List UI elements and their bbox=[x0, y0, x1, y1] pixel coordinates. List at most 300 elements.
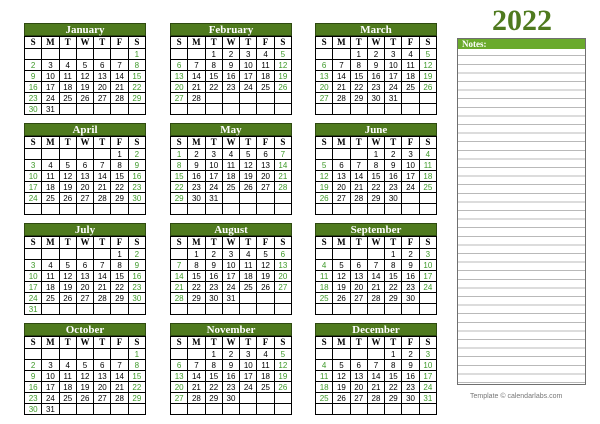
week-row bbox=[171, 349, 292, 360]
day-cell: 29 bbox=[205, 393, 222, 404]
day-cell bbox=[205, 404, 222, 415]
day-cell: 10 bbox=[42, 371, 59, 382]
day-cell: 28 bbox=[350, 193, 367, 204]
day-cell: 5 bbox=[76, 360, 93, 371]
day-cell bbox=[94, 349, 111, 360]
day-cell bbox=[171, 104, 188, 115]
day-cell: 27 bbox=[316, 93, 333, 104]
day-cell: 24 bbox=[42, 393, 59, 404]
day-cell: 26 bbox=[333, 393, 350, 404]
day-cell: 12 bbox=[333, 271, 350, 282]
day-cell: 21 bbox=[188, 82, 205, 93]
weekday-header-row bbox=[25, 137, 146, 149]
day-cell: 21 bbox=[94, 282, 111, 293]
day-cell: 13 bbox=[94, 371, 111, 382]
day-cell: 11 bbox=[316, 371, 333, 382]
day-cell: 7 bbox=[188, 360, 205, 371]
week-row bbox=[316, 82, 437, 93]
weekday-label: W bbox=[222, 37, 239, 49]
day-cell: 21 bbox=[274, 171, 291, 182]
week-row bbox=[25, 204, 146, 215]
day-cell: 2 bbox=[188, 149, 205, 160]
week-row bbox=[25, 93, 146, 104]
day-cell: 22 bbox=[128, 382, 145, 393]
week-row bbox=[316, 249, 437, 260]
day-cell: 14 bbox=[333, 71, 350, 82]
day-cell: 31 bbox=[25, 304, 42, 315]
day-cell: 28 bbox=[188, 93, 205, 104]
day-cell: 21 bbox=[94, 182, 111, 193]
weekday-label: F bbox=[402, 237, 419, 249]
week-row bbox=[25, 71, 146, 82]
day-cell: 16 bbox=[128, 271, 145, 282]
day-cell: 13 bbox=[274, 260, 291, 271]
day-cell: 2 bbox=[25, 360, 42, 371]
day-cell bbox=[59, 149, 76, 160]
day-cell: 27 bbox=[171, 393, 188, 404]
day-cell: 30 bbox=[128, 193, 145, 204]
weekday-label: F bbox=[257, 337, 274, 349]
month-title: May bbox=[170, 123, 292, 136]
weekday-label: F bbox=[111, 337, 128, 349]
day-cell: 3 bbox=[419, 249, 436, 260]
day-cell: 8 bbox=[205, 60, 222, 71]
weekday-label: M bbox=[42, 137, 59, 149]
weekday-header-row bbox=[25, 337, 146, 349]
weekday-label: T bbox=[385, 237, 402, 249]
day-cell: 3 bbox=[419, 349, 436, 360]
day-cell bbox=[316, 249, 333, 260]
week-row bbox=[171, 193, 292, 204]
day-cell: 19 bbox=[59, 282, 76, 293]
day-cell: 18 bbox=[42, 182, 59, 193]
day-cell bbox=[333, 204, 350, 215]
day-cell bbox=[367, 249, 384, 260]
month-june bbox=[315, 123, 437, 215]
day-cell: 12 bbox=[76, 71, 93, 82]
month-december bbox=[315, 323, 437, 415]
day-cell: 22 bbox=[111, 282, 128, 293]
weekday-label: S bbox=[171, 37, 188, 49]
day-cell: 30 bbox=[205, 293, 222, 304]
day-cell bbox=[171, 404, 188, 415]
day-cell: 23 bbox=[222, 382, 239, 393]
day-cell: 10 bbox=[402, 160, 419, 171]
day-cell: 28 bbox=[94, 193, 111, 204]
notes-header: Notes: bbox=[458, 39, 585, 49]
month-grid bbox=[170, 236, 292, 315]
day-cell: 27 bbox=[94, 393, 111, 404]
day-cell bbox=[128, 304, 145, 315]
day-cell bbox=[205, 304, 222, 315]
day-cell: 4 bbox=[257, 349, 274, 360]
day-cell: 1 bbox=[367, 149, 384, 160]
week-row bbox=[316, 293, 437, 304]
day-cell bbox=[42, 204, 59, 215]
day-cell: 10 bbox=[25, 271, 42, 282]
day-cell: 26 bbox=[59, 293, 76, 304]
weekday-label: W bbox=[76, 337, 93, 349]
weekday-header-row bbox=[316, 337, 437, 349]
month-grid bbox=[315, 236, 437, 315]
weekday-label: T bbox=[59, 37, 76, 49]
weekday-label: T bbox=[385, 37, 402, 49]
day-cell: 2 bbox=[222, 49, 239, 60]
day-cell bbox=[205, 104, 222, 115]
day-cell: 20 bbox=[171, 82, 188, 93]
day-cell bbox=[171, 204, 188, 215]
day-cell: 23 bbox=[205, 282, 222, 293]
day-cell: 4 bbox=[59, 360, 76, 371]
day-cell bbox=[171, 349, 188, 360]
day-cell: 15 bbox=[205, 71, 222, 82]
day-cell: 30 bbox=[128, 293, 145, 304]
day-cell: 4 bbox=[222, 149, 239, 160]
day-cell bbox=[94, 104, 111, 115]
day-cell bbox=[257, 193, 274, 204]
week-row bbox=[171, 260, 292, 271]
day-cell bbox=[240, 193, 257, 204]
day-cell: 18 bbox=[59, 82, 76, 93]
month-grid bbox=[315, 36, 437, 115]
day-cell bbox=[59, 49, 76, 60]
day-cell: 11 bbox=[240, 260, 257, 271]
week-row bbox=[25, 171, 146, 182]
day-cell: 7 bbox=[111, 60, 128, 71]
weekday-label: S bbox=[128, 137, 145, 149]
day-cell: 3 bbox=[25, 160, 42, 171]
day-cell: 2 bbox=[128, 249, 145, 260]
week-row bbox=[316, 182, 437, 193]
day-cell: 30 bbox=[222, 393, 239, 404]
week-row bbox=[25, 382, 146, 393]
week-row bbox=[171, 382, 292, 393]
day-cell bbox=[94, 404, 111, 415]
day-cell: 16 bbox=[205, 271, 222, 282]
day-cell: 2 bbox=[385, 149, 402, 160]
weekday-label: S bbox=[274, 237, 291, 249]
day-cell bbox=[205, 93, 222, 104]
day-cell: 6 bbox=[94, 360, 111, 371]
day-cell: 8 bbox=[385, 260, 402, 271]
day-cell: 4 bbox=[59, 60, 76, 71]
day-cell: 22 bbox=[367, 182, 384, 193]
day-cell: 7 bbox=[367, 360, 384, 371]
week-row bbox=[25, 260, 146, 271]
week-row bbox=[25, 371, 146, 382]
day-cell: 15 bbox=[111, 171, 128, 182]
day-cell: 6 bbox=[94, 60, 111, 71]
week-row bbox=[25, 104, 146, 115]
weekday-label: T bbox=[240, 37, 257, 49]
day-cell: 1 bbox=[111, 249, 128, 260]
day-cell bbox=[76, 149, 93, 160]
week-row bbox=[25, 304, 146, 315]
day-cell bbox=[25, 49, 42, 60]
day-cell: 3 bbox=[240, 49, 257, 60]
week-row bbox=[25, 349, 146, 360]
day-cell: 19 bbox=[316, 182, 333, 193]
weekday-label: F bbox=[257, 37, 274, 49]
day-cell bbox=[333, 249, 350, 260]
day-cell: 26 bbox=[316, 193, 333, 204]
weekday-label: S bbox=[419, 337, 436, 349]
day-cell: 14 bbox=[94, 271, 111, 282]
weekday-label: T bbox=[94, 237, 111, 249]
weekday-label: M bbox=[188, 237, 205, 249]
day-cell: 6 bbox=[171, 60, 188, 71]
day-cell bbox=[419, 193, 436, 204]
day-cell bbox=[25, 204, 42, 215]
day-cell: 25 bbox=[316, 393, 333, 404]
weekday-label: F bbox=[111, 37, 128, 49]
day-cell bbox=[188, 204, 205, 215]
week-row bbox=[316, 171, 437, 182]
day-cell bbox=[76, 349, 93, 360]
day-cell bbox=[42, 49, 59, 60]
weekday-label: S bbox=[171, 237, 188, 249]
day-cell: 6 bbox=[350, 360, 367, 371]
day-cell: 8 bbox=[128, 60, 145, 71]
day-cell: 31 bbox=[42, 104, 59, 115]
day-cell bbox=[94, 49, 111, 60]
week-row bbox=[171, 293, 292, 304]
day-cell: 15 bbox=[171, 171, 188, 182]
week-row bbox=[171, 171, 292, 182]
week-row bbox=[25, 82, 146, 93]
day-cell: 6 bbox=[171, 360, 188, 371]
day-cell bbox=[316, 204, 333, 215]
weekday-label: S bbox=[25, 237, 42, 249]
day-cell bbox=[222, 204, 239, 215]
day-cell: 12 bbox=[419, 60, 436, 71]
day-cell: 3 bbox=[240, 349, 257, 360]
day-cell: 9 bbox=[128, 260, 145, 271]
day-cell bbox=[385, 304, 402, 315]
week-row bbox=[171, 393, 292, 404]
week-row bbox=[25, 160, 146, 171]
day-cell: 17 bbox=[385, 71, 402, 82]
day-cell: 9 bbox=[385, 160, 402, 171]
day-cell: 1 bbox=[205, 349, 222, 360]
day-cell: 27 bbox=[76, 193, 93, 204]
day-cell: 24 bbox=[402, 182, 419, 193]
week-row bbox=[316, 404, 437, 415]
day-cell: 21 bbox=[111, 82, 128, 93]
day-cell bbox=[274, 393, 291, 404]
day-cell: 25 bbox=[59, 393, 76, 404]
day-cell: 7 bbox=[367, 260, 384, 271]
day-cell: 20 bbox=[274, 271, 291, 282]
week-row bbox=[25, 393, 146, 404]
day-cell: 2 bbox=[128, 149, 145, 160]
day-cell: 21 bbox=[111, 382, 128, 393]
day-cell: 10 bbox=[222, 260, 239, 271]
day-cell: 3 bbox=[25, 260, 42, 271]
weekday-label: W bbox=[76, 37, 93, 49]
weekday-label: W bbox=[76, 237, 93, 249]
weekday-label: S bbox=[274, 137, 291, 149]
week-row bbox=[25, 282, 146, 293]
day-cell: 6 bbox=[333, 160, 350, 171]
day-cell: 3 bbox=[42, 360, 59, 371]
day-cell: 11 bbox=[42, 271, 59, 282]
day-cell bbox=[316, 404, 333, 415]
week-row bbox=[171, 249, 292, 260]
day-cell: 22 bbox=[205, 82, 222, 93]
day-cell bbox=[419, 204, 436, 215]
day-cell bbox=[188, 349, 205, 360]
day-cell: 26 bbox=[257, 282, 274, 293]
day-cell: 26 bbox=[419, 82, 436, 93]
day-cell: 25 bbox=[240, 282, 257, 293]
day-cell bbox=[25, 149, 42, 160]
weekday-label: T bbox=[205, 137, 222, 149]
day-cell: 7 bbox=[350, 160, 367, 171]
day-cell: 29 bbox=[188, 293, 205, 304]
week-row bbox=[316, 60, 437, 71]
weekday-label: S bbox=[316, 137, 333, 149]
day-cell: 13 bbox=[94, 71, 111, 82]
day-cell: 12 bbox=[76, 371, 93, 382]
day-cell: 26 bbox=[333, 293, 350, 304]
day-cell: 14 bbox=[367, 371, 384, 382]
day-cell bbox=[240, 393, 257, 404]
day-cell bbox=[111, 304, 128, 315]
day-cell bbox=[25, 349, 42, 360]
day-cell: 14 bbox=[171, 271, 188, 282]
month-january bbox=[24, 23, 146, 115]
day-cell: 11 bbox=[257, 60, 274, 71]
week-row bbox=[316, 360, 437, 371]
month-april bbox=[24, 123, 146, 215]
day-cell: 25 bbox=[419, 182, 436, 193]
day-cell: 16 bbox=[367, 71, 384, 82]
day-cell: 30 bbox=[402, 293, 419, 304]
weekday-label: S bbox=[316, 37, 333, 49]
day-cell: 11 bbox=[402, 60, 419, 71]
day-cell: 19 bbox=[333, 282, 350, 293]
day-cell: 18 bbox=[419, 171, 436, 182]
day-cell: 10 bbox=[205, 160, 222, 171]
day-cell: 27 bbox=[350, 393, 367, 404]
day-cell: 2 bbox=[25, 60, 42, 71]
day-cell: 28 bbox=[333, 93, 350, 104]
day-cell: 15 bbox=[350, 71, 367, 82]
week-row bbox=[316, 393, 437, 404]
day-cell bbox=[222, 93, 239, 104]
day-cell bbox=[59, 304, 76, 315]
day-cell: 30 bbox=[385, 193, 402, 204]
notes-panel[interactable] bbox=[457, 38, 586, 385]
day-cell bbox=[42, 349, 59, 360]
day-cell: 16 bbox=[188, 171, 205, 182]
day-cell: 9 bbox=[367, 60, 384, 71]
day-cell: 4 bbox=[419, 149, 436, 160]
day-cell: 2 bbox=[402, 249, 419, 260]
weekday-label: T bbox=[94, 337, 111, 349]
day-cell: 12 bbox=[333, 371, 350, 382]
day-cell: 5 bbox=[274, 49, 291, 60]
weekday-label: T bbox=[59, 137, 76, 149]
day-cell bbox=[257, 404, 274, 415]
day-cell: 10 bbox=[25, 171, 42, 182]
weekday-header-row bbox=[316, 37, 437, 49]
week-row bbox=[25, 293, 146, 304]
day-cell: 7 bbox=[171, 260, 188, 271]
day-cell bbox=[240, 404, 257, 415]
day-cell: 12 bbox=[257, 260, 274, 271]
day-cell: 31 bbox=[222, 293, 239, 304]
day-cell: 28 bbox=[94, 293, 111, 304]
weekday-label: T bbox=[350, 37, 367, 49]
week-row bbox=[171, 93, 292, 104]
day-cell bbox=[94, 204, 111, 215]
day-cell: 25 bbox=[42, 193, 59, 204]
day-cell: 17 bbox=[25, 282, 42, 293]
day-cell bbox=[316, 149, 333, 160]
day-cell: 1 bbox=[385, 249, 402, 260]
day-cell: 11 bbox=[59, 371, 76, 382]
day-cell: 8 bbox=[350, 60, 367, 71]
week-row bbox=[171, 282, 292, 293]
week-row bbox=[171, 371, 292, 382]
day-cell: 12 bbox=[59, 171, 76, 182]
day-cell bbox=[59, 404, 76, 415]
week-row bbox=[316, 160, 437, 171]
day-cell bbox=[171, 49, 188, 60]
weekday-label: W bbox=[222, 337, 239, 349]
weekday-header-row bbox=[316, 137, 437, 149]
weekday-label: T bbox=[385, 137, 402, 149]
day-cell: 29 bbox=[385, 393, 402, 404]
day-cell: 26 bbox=[274, 382, 291, 393]
day-cell: 7 bbox=[333, 60, 350, 71]
day-cell: 10 bbox=[42, 71, 59, 82]
day-cell bbox=[274, 204, 291, 215]
day-cell: 4 bbox=[257, 49, 274, 60]
weekday-label: S bbox=[25, 337, 42, 349]
day-cell: 9 bbox=[205, 260, 222, 271]
day-cell: 18 bbox=[222, 171, 239, 182]
day-cell bbox=[274, 193, 291, 204]
day-cell: 11 bbox=[316, 271, 333, 282]
day-cell: 15 bbox=[111, 271, 128, 282]
day-cell: 1 bbox=[350, 49, 367, 60]
day-cell: 4 bbox=[240, 249, 257, 260]
weekday-label: T bbox=[94, 137, 111, 149]
day-cell: 4 bbox=[316, 260, 333, 271]
day-cell: 5 bbox=[240, 149, 257, 160]
weekday-label: S bbox=[128, 237, 145, 249]
day-cell: 2 bbox=[367, 49, 384, 60]
day-cell bbox=[274, 304, 291, 315]
day-cell bbox=[257, 293, 274, 304]
day-cell: 31 bbox=[205, 193, 222, 204]
day-cell: 12 bbox=[240, 160, 257, 171]
month-grid bbox=[170, 136, 292, 215]
day-cell: 29 bbox=[128, 93, 145, 104]
day-cell: 3 bbox=[385, 49, 402, 60]
day-cell bbox=[367, 204, 384, 215]
day-cell bbox=[222, 193, 239, 204]
day-cell bbox=[188, 104, 205, 115]
day-cell: 10 bbox=[419, 360, 436, 371]
day-cell: 16 bbox=[25, 382, 42, 393]
day-cell: 3 bbox=[402, 149, 419, 160]
day-cell: 14 bbox=[350, 171, 367, 182]
day-cell bbox=[333, 304, 350, 315]
